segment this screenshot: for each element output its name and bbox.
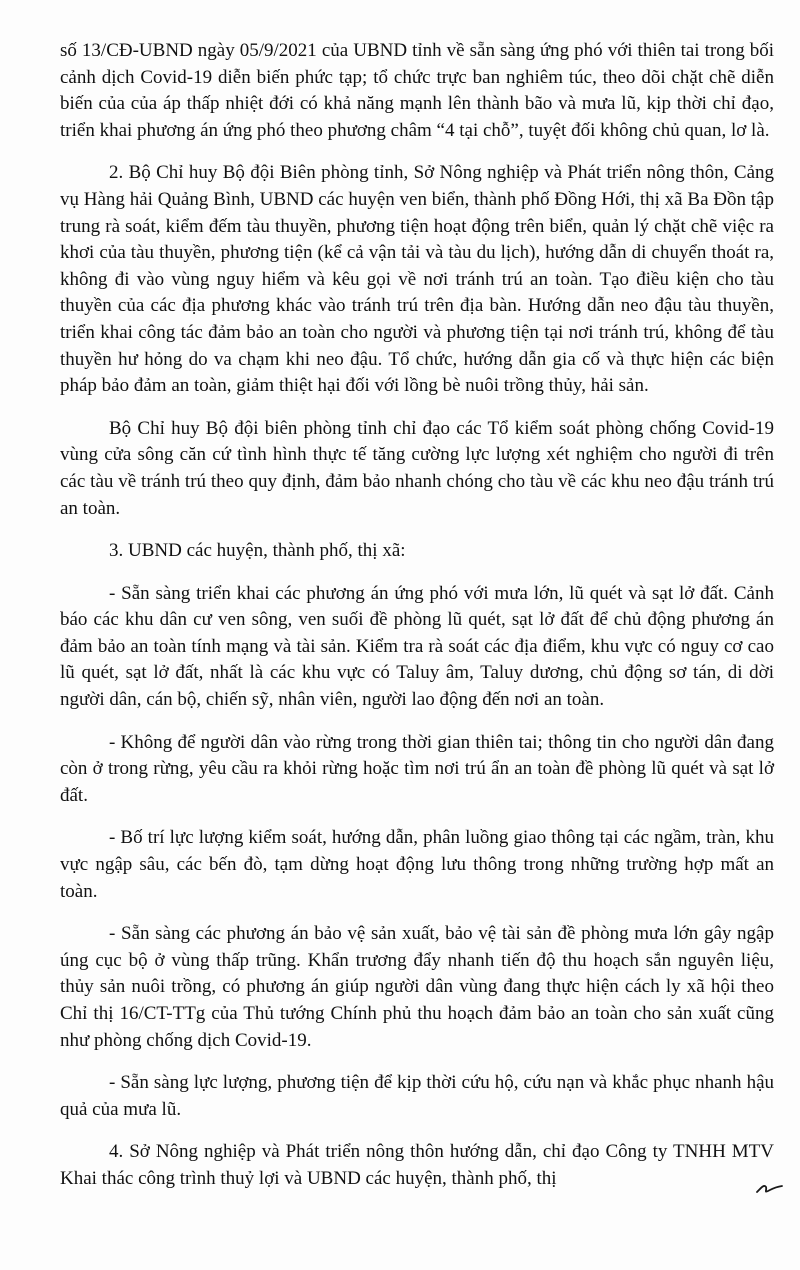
paragraph-bullet-traffic: - Bố trí lực lượng kiểm soát, hướng dẫn, phân luồng giao thông tại các ngầm, tràn, khu vực ngập sâu, các bến đò, tạm dừng hoạt động lưu thông trong những trường hợp mất an toàn. bbox=[60, 827, 774, 902]
paragraph-border-guard: Bộ Chỉ huy Bộ đội biên phòng tỉnh chỉ đạo các Tổ kiểm soát phòng chống Covid-19 vùng cửa sông căn cứ tình hình thực tế tăng cường lực lượng xét nghiệm cho người đi trên các tàu về tránh trú theo quy định, đảm bảo nhanh chóng cho tàu về các khu neo đậu tránh trú an toàn. bbox=[60, 417, 774, 519]
paragraph-item-4: 4. Sở Nông nghiệp và Phát triển nông thôn hướng dẫn, chỉ đạo Công ty TNHH MTV Khai thác công trình thuỷ lợi và UBND các huyện, thành phố, thị bbox=[60, 1141, 774, 1189]
document-body bbox=[60, 38, 774, 1209]
paragraph-bullet-landslide: - Sẵn sàng triển khai các phương án ứng phó với mưa lớn, lũ quét và sạt lở đất. Cảnh báo các khu dân cư ven sông, ven suối đề phòng lũ quét, sạt lở đất để chủ động phương án đảm bảo an toàn tính mạng và tài sản. Kiểm tra rà soát các địa điểm, khu vực có nguy cơ cao lũ quét, sạt lở đất, nhất là các khu vực có Taluy âm, Taluy dương, chủ động sơ tán, di dời người dân, cán bộ, chiến sỹ, nhân viên, người lao động đến nơi an toàn. bbox=[60, 582, 774, 711]
paragraph-bullet-production: - Sẵn sàng các phương án bảo vệ sản xuất, bảo vệ tài sản đề phòng mưa lớn gây ngập úng cục bộ ở vùng thấp trũng. Khẩn trương đẩy nhanh tiến độ thu hoạch sắn nguyên liệu, thủy sản nuôi trồng, có phương án giúp người dân vùng đang thực hiện cách ly xã hội theo Chỉ thị 16/CT-TTg của Thủ tướng Chính phủ thu hoạch đảm bảo an toàn cho sản xuất cũng như phòng chống dịch Covid-19. bbox=[60, 923, 774, 1051]
paragraph-continuation: số 13/CĐ-UBND ngày 05/9/2021 của UBND tỉnh về sẵn sàng ứng phó với thiên tai trong bối cảnh dịch Covid-19 diễn biến phức tạp; tổ chức trực ban nghiêm túc, theo dõi chặt chẽ diễn biến của của áp thấp nhiệt đới có khả năng mạnh lên thành bão và mưa lũ, kịp thời chỉ đạo, triển khai phương án ứng phó theo phương châm “4 tại chỗ”, tuyệt đối không chủ quan, lơ là. bbox=[60, 40, 774, 141]
paragraph-item-3-heading: 3. UBND các huyện, thành phố, thị xã: bbox=[109, 540, 406, 562]
paragraph-item-2: 2. Bộ Chỉ huy Bộ đội Biên phòng tỉnh, Sở Nông nghiệp và Phát triển nông thôn, Cảng vụ Hàng hải Quảng Bình, UBND các huyện ven biển, thành phố Đồng Hới, thị xã Ba Đồn tập trung rà soát, kiểm đếm tàu thuyền, phương tiện hoạt động trên biển, quản lý chặt chẽ việc ra khơi của tàu thuyền, phương tiện (kể cả vận tải và tàu du lịch), hướng dẫn di chuyển thoát ra, không đi vào vùng nguy hiểm và kêu gọi về nơi tránh trú an toàn. Tạo điều kiện cho tàu thuyền của các địa phương khác vào tránh trú trên địa bàn. Hướng dẫn neo đậu tàu thuyền, triển khai công tác đảm bảo an toàn cho người và phương tiện tại nơi tránh trú, không để tàu thuyền hư hỏng do va chạm khi neo đậu. Tổ chức, hướng dẫn gia cố và thực hiện các biện pháp bảo đảm an toàn, giảm thiệt hại đối với lồng bè nuôi trồng thủy, hải sản. bbox=[60, 162, 774, 397]
paragraph-bullet-rescue: - Sẵn sàng lực lượng, phương tiện để kịp thời cứu hộ, cứu nạn và khắc phục nhanh hậu quả của mưa lũ. bbox=[60, 1072, 774, 1120]
paragraph-bullet-forest: - Không để người dân vào rừng trong thời gian thiên tai; thông tin cho người dân đang còn ở trong rừng, yêu cầu ra khỏi rừng hoặc tìm nơi trú ẩn an toàn đề phòng lũ quét và sạt lở đất. bbox=[60, 731, 774, 806]
handwritten-initial-mark bbox=[755, 1178, 785, 1198]
